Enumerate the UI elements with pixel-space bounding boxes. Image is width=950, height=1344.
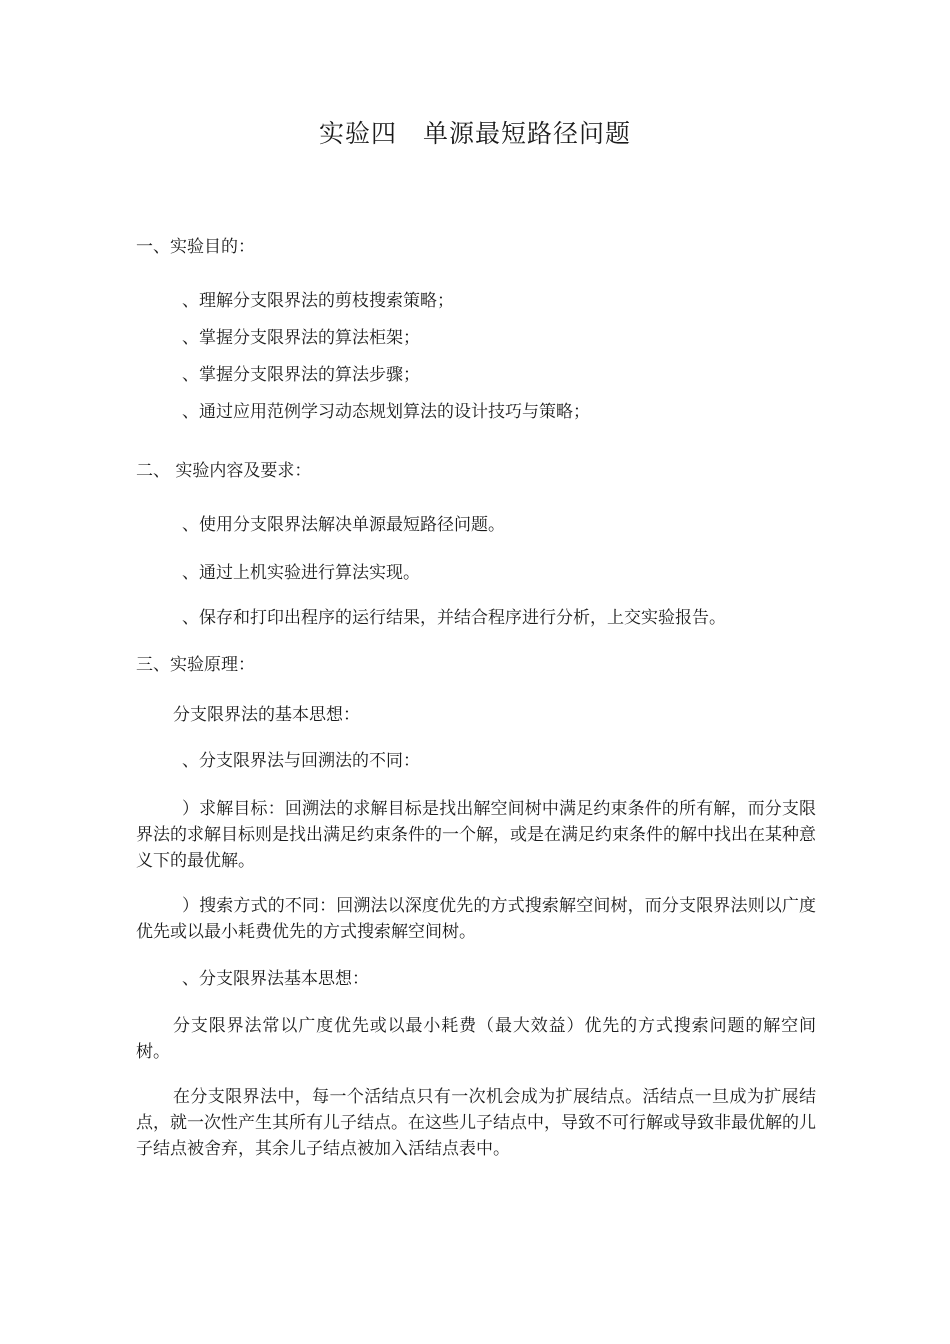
section-2-item-1: 、使用分支限界法解决单源最短路径问题。 bbox=[182, 515, 505, 535]
title-part2: 单源最短路径问题 bbox=[423, 119, 632, 148]
section-3-paragraph-1: ）求解目标：回溯法的求解目标是找出解空间树中满足约束条件的所有解，而分支限界法的求解目标则是找出满足约束条件的一个解，或是在满足约束条件的解中找出在某种意义下的最优解。 bbox=[136, 799, 816, 871]
section-1-item-4: 、通过应用范例学习动态规划算法的设计技巧与策略； bbox=[182, 402, 590, 422]
section-3-paragraph-2: ）搜索方式的不同：回溯法以深度优先的方式搜索解空间树，而分支限界法则以广度优先或以最小耗费优先的方式搜索解空间树。 bbox=[136, 896, 816, 942]
section-3-paragraph-4: 在分支限界法中，每一个活结点只有一次机会成为扩展结点。活结点一旦成为扩展结点，就一次性产生其所有儿子结点。在这些儿子结点中，导致不可行解或导致非最优解的儿子结点被舍弃，其余儿子结点被加入活结点表中。 bbox=[136, 1087, 816, 1159]
section-1-item-1: 、理解分支限界法的剪枝搜索策略； bbox=[182, 291, 454, 311]
section-2-heading: 二、 实验内容及要求： bbox=[136, 461, 312, 481]
section-3-sub-1: 、分支限界法与回溯法的不同： bbox=[182, 751, 420, 771]
section-2-item-3: 、保存和打印出程序的运行结果，并结合程序进行分析，上交实验报告。 bbox=[182, 608, 726, 628]
title-part1: 实验四 bbox=[318, 119, 397, 148]
section-2-item-2: 、通过上机实验进行算法实现。 bbox=[182, 563, 420, 583]
section-1-item-2: 、掌握分支限界法的算法柜架； bbox=[182, 328, 420, 348]
section-3-intro: 分支限界法的基本思想： bbox=[173, 705, 360, 725]
section-3-sub-2: 、分支限界法基本思想： bbox=[182, 969, 369, 989]
section-1-item-3: 、掌握分支限界法的算法步骤； bbox=[182, 365, 420, 385]
document-title bbox=[0, 116, 950, 152]
section-3-heading: 三、实验原理： bbox=[136, 655, 255, 675]
section-3-paragraph-3: 分支限界法常以广度优先或以最小耗费（最大效益）优先的方式搜索问题的解空间树。 bbox=[136, 1016, 816, 1062]
section-1-heading: 一、实验目的： bbox=[136, 237, 255, 257]
